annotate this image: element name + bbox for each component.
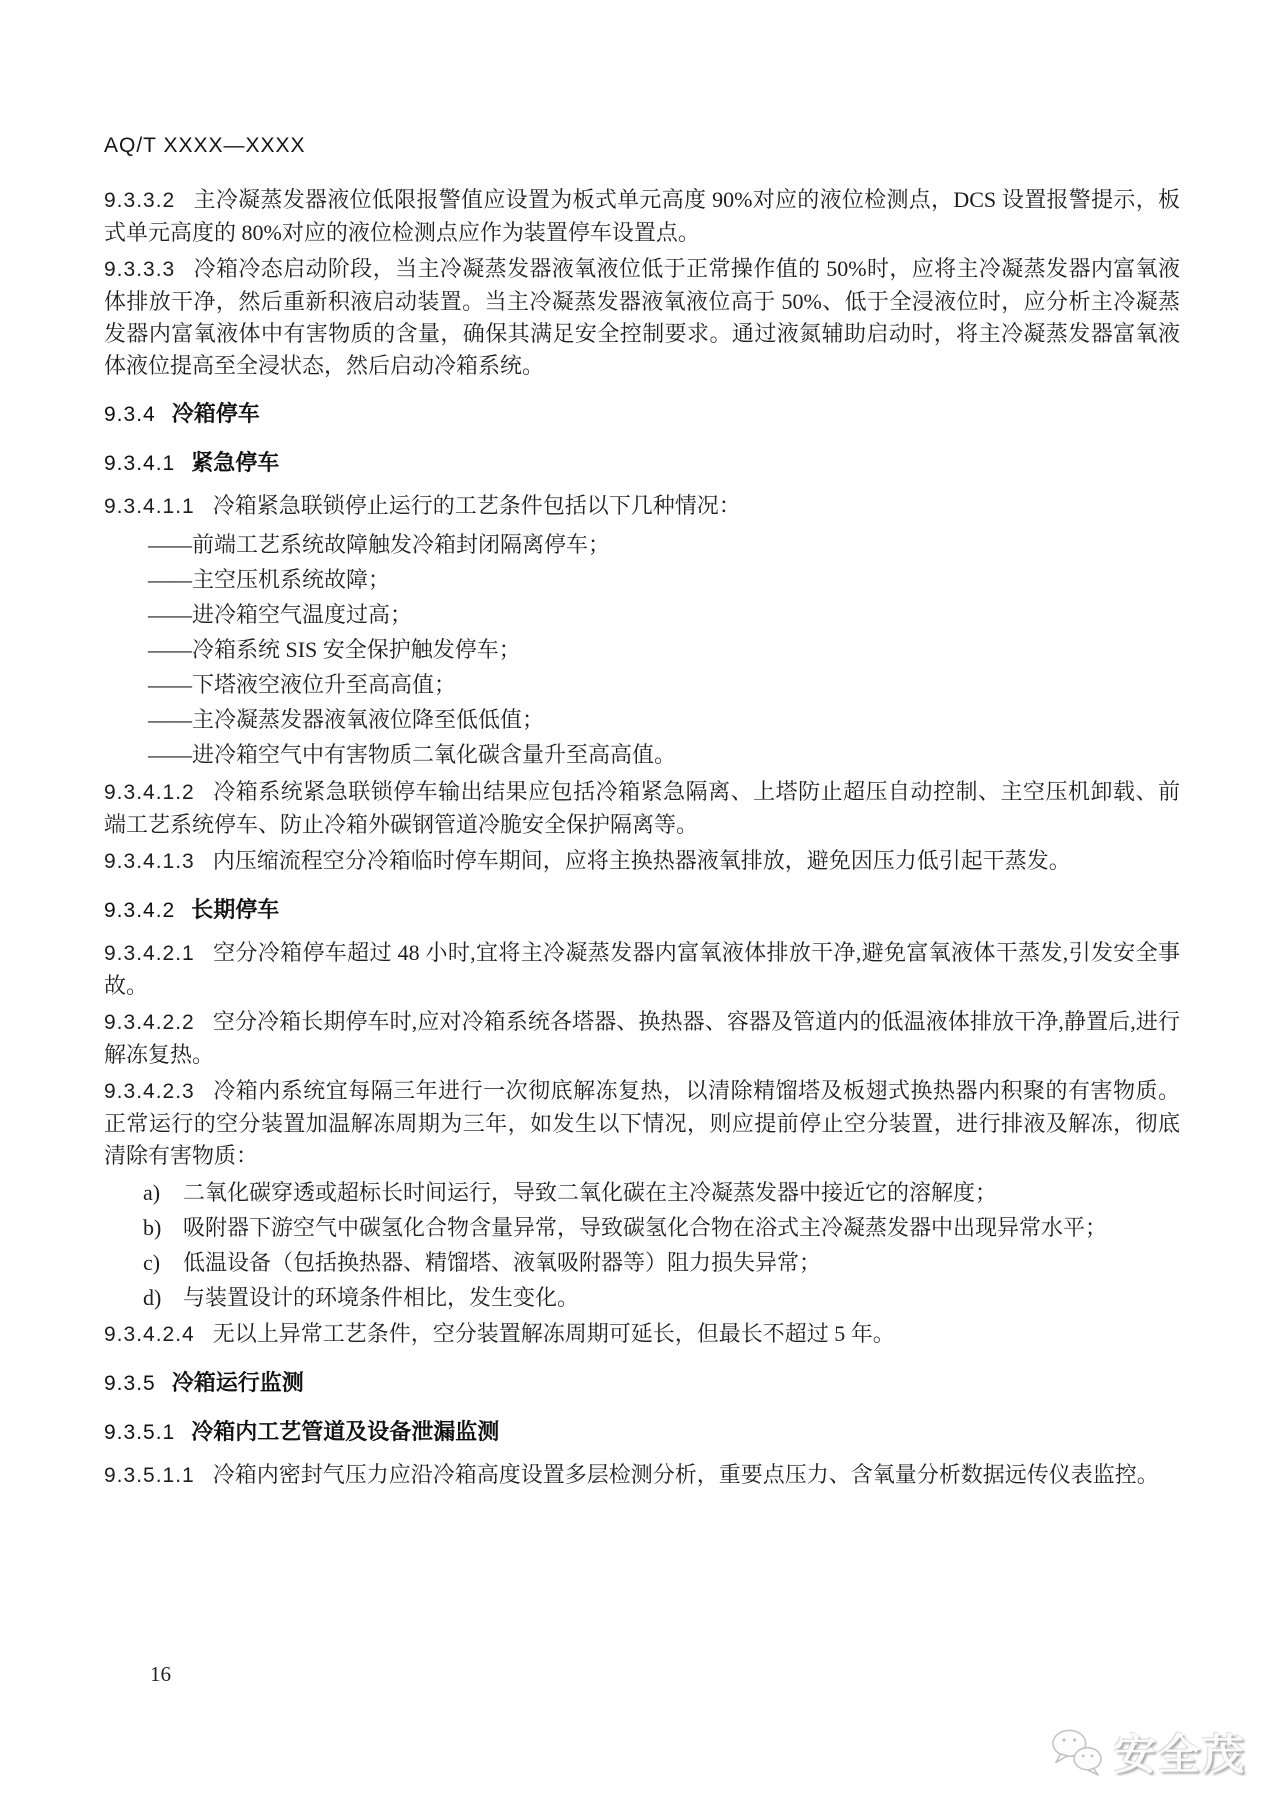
heading-title: 长期停车 <box>191 897 280 922</box>
heading-number: 9.3.5 <box>104 1372 156 1395</box>
clause-9-3-4-1-1 <box>104 490 1180 523</box>
clause-9-3-4-2-4 <box>104 1318 1180 1351</box>
clause-number: 9.3.4.1.3 <box>104 850 195 873</box>
item-label: a) <box>143 1180 161 1205</box>
list-item <box>104 1282 1180 1314</box>
clause-text: 无以上异常工艺条件，空分装置解冻周期可延长，但最长不超过 5 年。 <box>212 1321 895 1346</box>
clause-number: 9.3.3.2 <box>104 189 176 212</box>
clause-number: 9.3.4.2.4 <box>104 1323 195 1346</box>
watermark-label: 安全茂 <box>1113 1731 1246 1778</box>
heading-title: 冷箱内工艺管道及设备泄漏监测 <box>191 1419 500 1444</box>
list-item <box>104 1177 1180 1209</box>
item-text: 二氧化碳穿透或超标长时间运行，导致二氧化碳在主冷凝蒸发器中接近它的溶解度； <box>183 1180 998 1205</box>
heading-title: 冷箱运行监测 <box>171 1370 304 1395</box>
clause-text: 冷箱内系统宜每隔三年进行一次彻底解冻复热，以清除精馏塔及板翅式换热器内积聚的有害物质。正常运行的空分装置加温解冻周期为三年，如发生以下情况，则应提前停止空分装置，进行排液及解冻，彻底清除有害物质： <box>104 1078 1180 1168</box>
list-item: ——主冷凝蒸发器液氧液位降至低低值； <box>148 707 545 732</box>
list-item: ——主空压机系统故障； <box>148 567 391 592</box>
emergency-conditions-list <box>104 527 1180 772</box>
page-number: 16 <box>150 1662 171 1686</box>
list-item: ——下塔液空液位升至高高值； <box>148 672 457 697</box>
list-item: ——进冷箱空气温度过高； <box>148 602 413 627</box>
clause-text: 冷箱紧急联锁停止运行的工艺条件包括以下几种情况： <box>212 493 741 518</box>
heading-9-3-4 <box>104 398 1180 431</box>
document-body <box>104 134 1180 1496</box>
heading-number: 9.3.4.2 <box>104 899 176 922</box>
clause-text: 冷箱冷态启动阶段，当主冷凝蒸发器液氧液位低于正常操作值的 50%时，应将主冷凝蒸发器内富氧液体排放干净，然后重新积液启动装置。当主冷凝蒸发器液氧液位高于 50%、低于全浸液位时，应分析主冷凝蒸发器内富氧液体中有害物质的含量，确保其满足安全控制要求。通过液氮辅助启动时，将主冷凝蒸发器富氧液体液位提高至全浸状态，然后启动冷箱系统。 <box>104 256 1180 378</box>
list-item: ——前端工艺系统故障触发冷箱封闭隔离停车； <box>148 532 611 557</box>
heading-number: 9.3.4 <box>104 403 156 426</box>
document-code-header: AQ/T XXXX—XXXX <box>104 134 306 157</box>
clause-number: 9.3.4.2.3 <box>104 1080 195 1103</box>
heading-title: 紧急停车 <box>191 450 280 475</box>
heading-number: 9.3.5.1 <box>104 1421 176 1444</box>
clause-text: 冷箱系统紧急联锁停车输出结果应包括冷箱紧急隔离、上塔防止超压自动控制、主空压机卸载、前端工艺系统停车、防止冷箱外碳钢管道冷脆安全保护隔离等。 <box>104 779 1180 837</box>
clause-text: 空分冷箱长期停车时,应对冷箱系统各塔器、换热器、容器及管道内的低温液体排放干净,静置后,进行解冻复热。 <box>104 1009 1180 1067</box>
clause-9-3-4-2-2 <box>104 1006 1180 1071</box>
clause-number: 9.3.3.3 <box>104 258 176 281</box>
clause-number: 9.3.5.1.1 <box>104 1464 195 1487</box>
item-label: b) <box>143 1215 162 1240</box>
item-text: 低温设备（包括换热器、精馏塔、液氧吸附器等）阻力损失异常； <box>183 1250 822 1275</box>
list-item: ——进冷箱空气中有害物质二氧化碳含量升至高高值。 <box>148 742 677 767</box>
heading-9-3-4-2 <box>104 894 1180 927</box>
item-label: c) <box>143 1250 161 1275</box>
clause-text: 空分冷箱停车超过 48 小时,宜将主冷凝蒸发器内富氧液体排放干净,避免富氧液体干蒸发,引发安全事故。 <box>104 940 1180 998</box>
clause-9-3-3-3 <box>104 253 1180 382</box>
clause-9-3-4-1-3 <box>104 845 1180 878</box>
clause-number: 9.3.4.1.2 <box>104 781 195 804</box>
clause-9-3-4-2-3 <box>104 1075 1180 1172</box>
clause-9-3-4-2-1 <box>104 937 1180 1002</box>
item-text: 与装置设计的环境条件相比，发生变化。 <box>183 1285 580 1310</box>
clause-9-3-4-1-2 <box>104 776 1180 841</box>
watermark <box>1048 1722 1246 1782</box>
heading-9-3-5-1 <box>104 1416 1180 1449</box>
clause-number: 9.3.4.1.1 <box>104 495 195 518</box>
wechat-bubbles-icon <box>1048 1727 1106 1777</box>
thaw-reasons-list <box>104 1177 1180 1314</box>
heading-title: 冷箱停车 <box>171 401 260 426</box>
list-item <box>104 1247 1180 1279</box>
clause-9-3-5-1-1 <box>104 1459 1180 1492</box>
list-item <box>104 1212 1180 1244</box>
clause-number: 9.3.4.2.1 <box>104 942 195 965</box>
clause-text: 主冷凝蒸发器液位低限报警值应设置为板式单元高度 90%对应的液位检测点，DCS 设置报警提示，板式单元高度的 80%对应的液位检测点应作为装置停车设置点。 <box>104 187 1180 245</box>
heading-9-3-5 <box>104 1367 1180 1400</box>
heading-number: 9.3.4.1 <box>104 452 176 475</box>
clause-text: 冷箱内密封气压力应沿冷箱高度设置多层检测分析，重要点压力、含氧量分析数据远传仪表监控。 <box>212 1462 1159 1487</box>
heading-9-3-4-1 <box>104 447 1180 480</box>
clause-9-3-3-2 <box>104 184 1180 249</box>
item-label: d) <box>143 1285 162 1310</box>
list-item: ——冷箱系统 SIS 安全保护触发停车； <box>148 637 521 662</box>
clause-text: 内压缩流程空分冷箱临时停车期间，应将主换热器液氧排放，避免因压力低引起干蒸发。 <box>212 848 1071 873</box>
item-text: 吸附器下游空气中碳氢化合物含量异常，导致碳氢化合物在浴式主冷凝蒸发器中出现异常水平； <box>183 1215 1108 1240</box>
clause-number: 9.3.4.2.2 <box>104 1011 195 1034</box>
